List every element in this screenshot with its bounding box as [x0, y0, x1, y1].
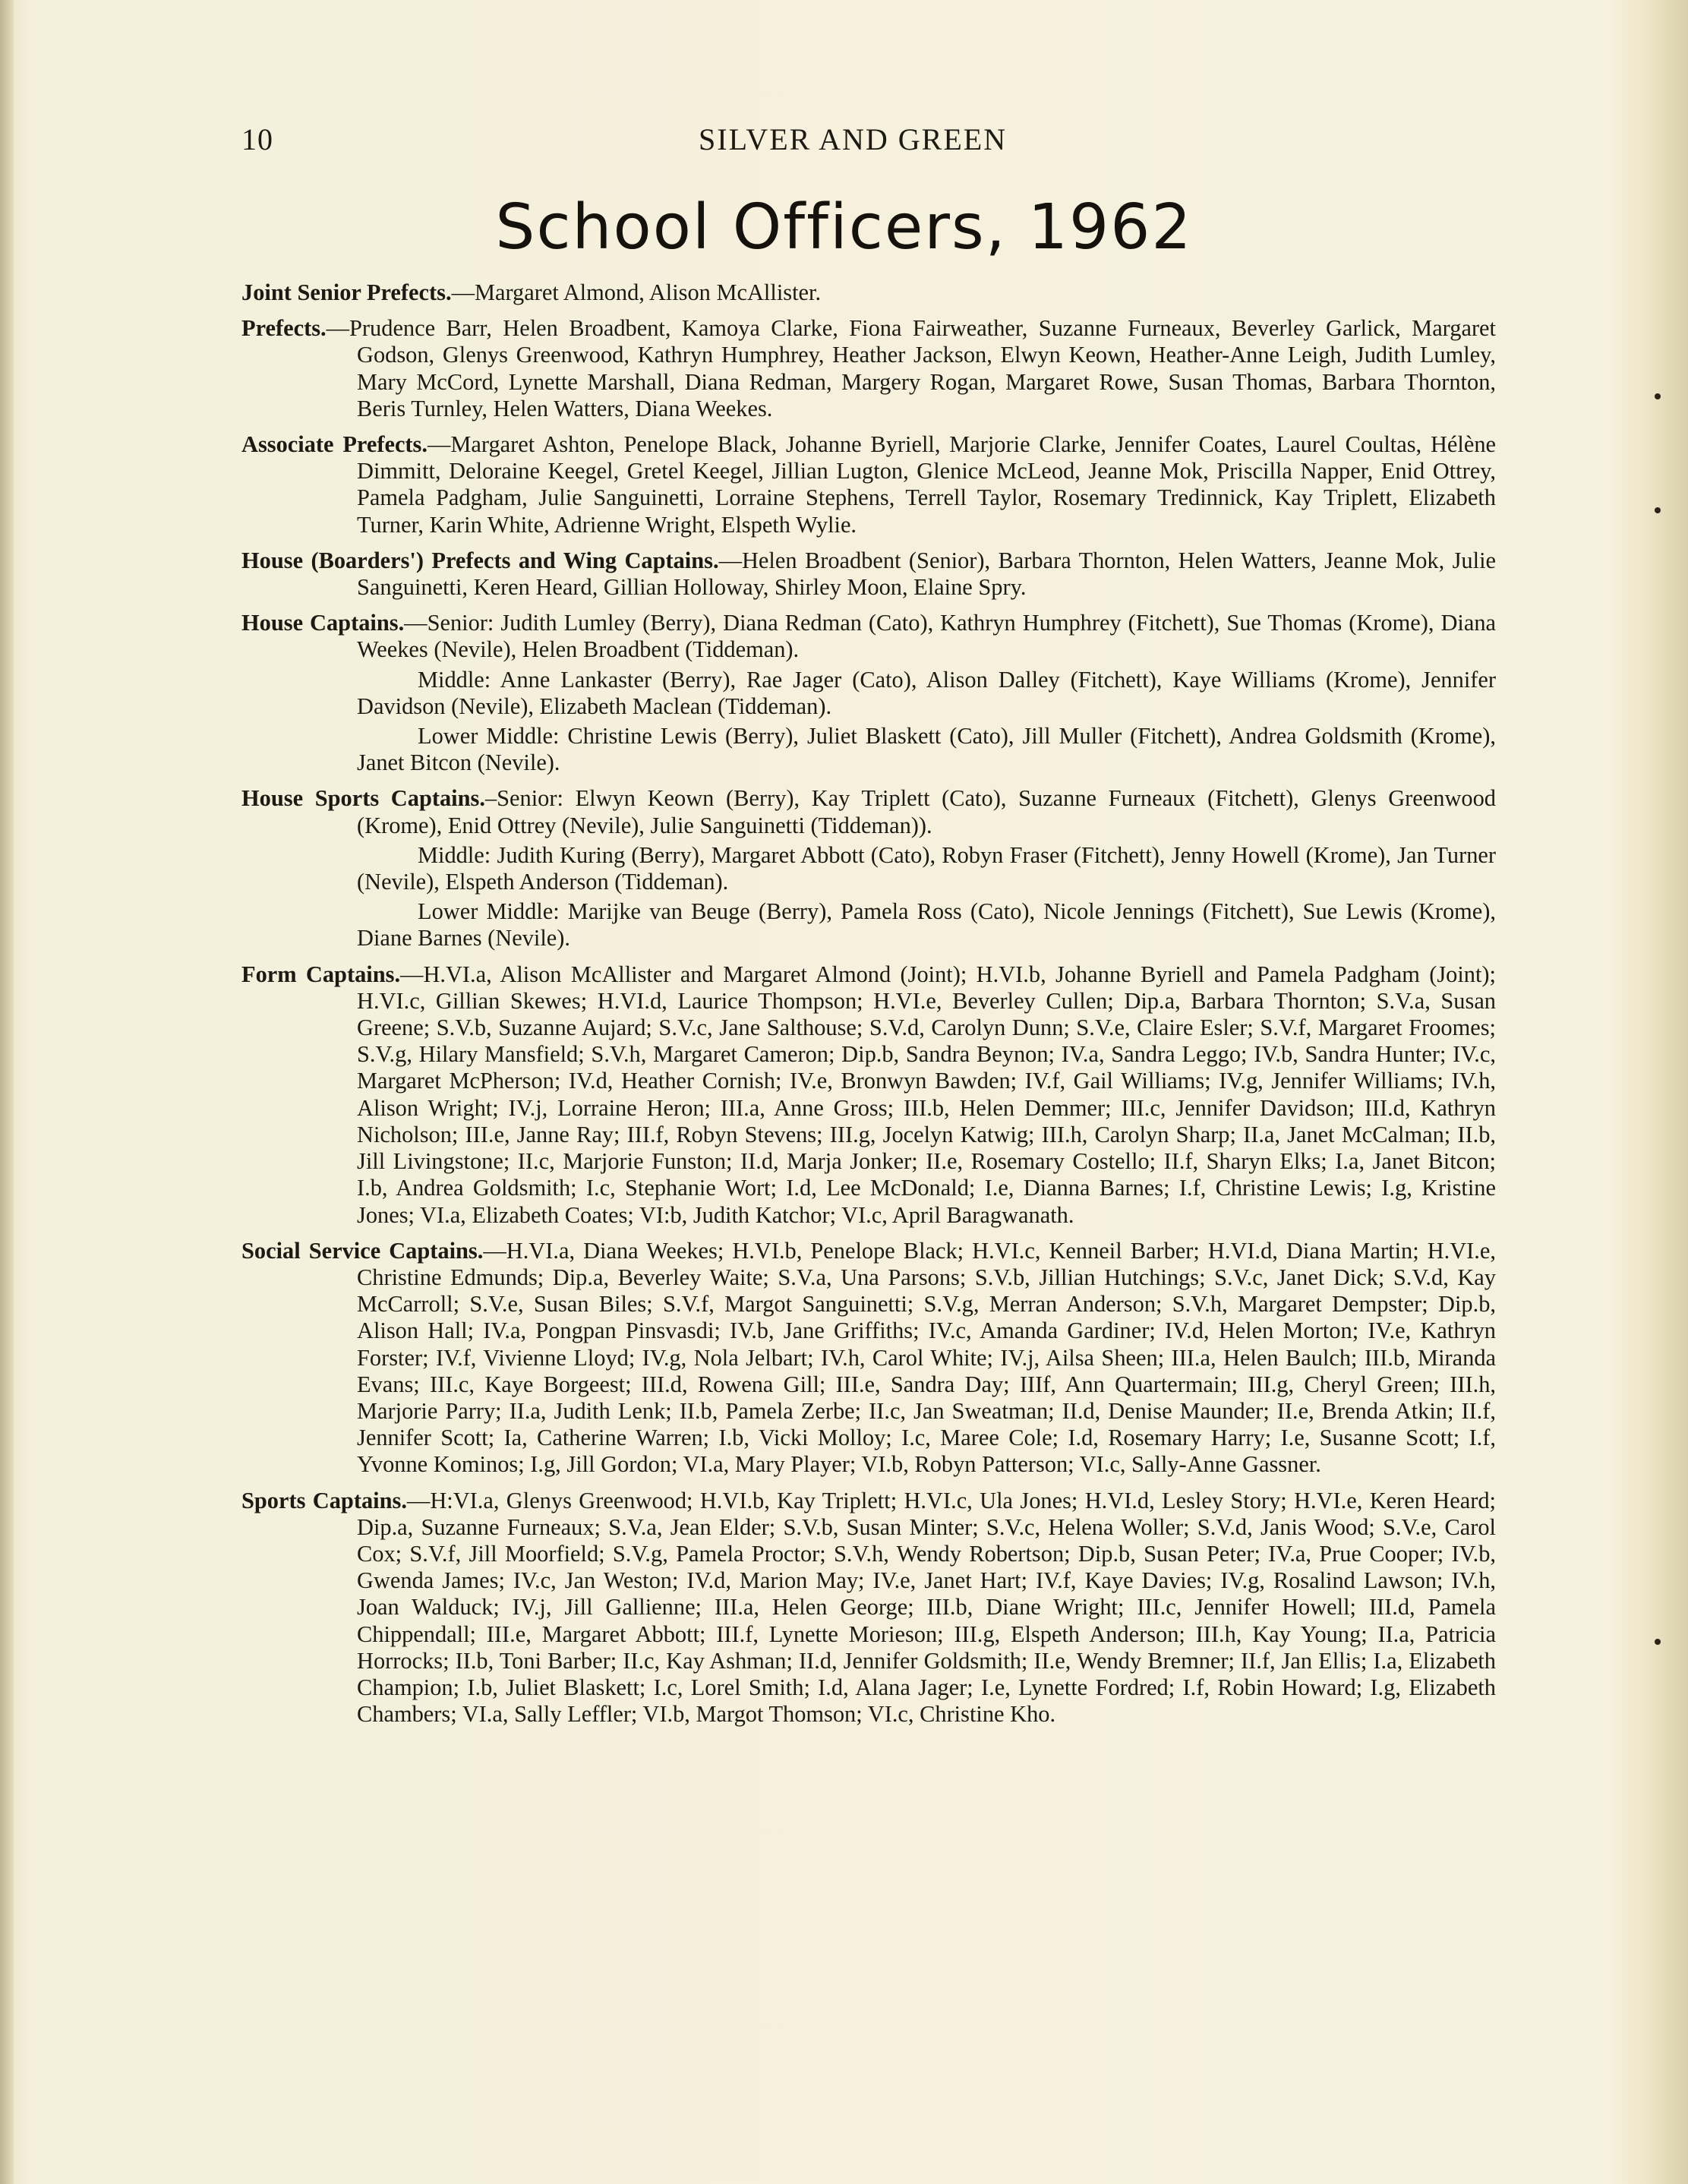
entry-sports-captains — [241, 1488, 1496, 1728]
entry-house-boarders-prefects — [241, 548, 1496, 601]
house-sports-captains-middle: Middle: Judith Kuring (Berry), Margaret Abbott (Cato), Robyn Fraser (Fitchett), Jenny Howell (Krome), Jan Turner (Nevile), Elspeth Anderson (Tiddeman). — [357, 841, 1496, 895]
entry-label: Social Service Captains. — [241, 1237, 484, 1264]
page-gutter-shadow — [0, 0, 14, 2184]
entry-joint-senior-prefects — [241, 279, 1496, 306]
entry-text: —Margaret Almond, Alison McAllister. — [451, 279, 822, 305]
entry-label: House Captains. — [241, 610, 405, 636]
entry-associate-prefects — [241, 431, 1496, 538]
margin-speck — [1655, 507, 1661, 513]
house-sports-captains-lower-middle: Lower Middle: Marijke van Beuge (Berry), Pamela Ross (Cato), Nicole Jennings (Fitchett), Sue Lewis (Krome), Diane Barnes (Nevile). — [357, 898, 1496, 952]
house-captains-middle: Middle: Anne Lankaster (Berry), Rae Jager (Cato), Alison Dalley (Fitchett), Kaye Williams (Krome), Jennifer Davidson (Nevile), Elizabeth Maclean (Tiddeman). — [357, 666, 1496, 719]
entry-prefects — [241, 315, 1496, 422]
running-title: SILVER AND GREEN — [699, 122, 1008, 156]
entry-house-captains — [241, 610, 1496, 663]
house-captains-lower-middle: Lower Middle: Christine Lewis (Berry), Juliet Blaskett (Cato), Jill Muller (Fitchett), Andrea Goldsmith (Krome), Janet Bitcon (Nevile). — [357, 723, 1496, 776]
officers-list — [241, 279, 1496, 1737]
entry-text: —H.VI.a, Diana Weekes; H.VI.b, Penelope Black; H.VI.c, Kenneil Barber; H.VI.d, Diana Martin; H.VI.e, Christine Edmunds; Dip.a, Beverley Waite; S.V.a, Una Parsons; S.V.b, Jillian Hutchings; S.V.c, Janet Dick; S.V.d, Kay McCarroll; S.V.e, Susan Biles; S.V.f, Margot Sanguinetti; S.V.g, Merran Anderson; S.V.h, Margaret Dempster; Dip.b, Alison Hall; IV.a, Pongpan Pinsvasdi; IV.b, Jane Griffiths; IV.c, Amanda Gardiner; IV.d, Helen Morton; IV.e, Kathryn Forster; IV.f, Vivienne Lloyd; IV.g, Nola Jelbart; IV.h, Carol White; IV.j, Ailsa Sheen; III.a, Helen Baulch; III.b, Miranda Evans; III.c, Kaye Borgeest; III.d, Rowena Gill; III.e, Sandra Day; IIIf, Ann Quartermain; III.g, Cheryl Green; III.h, Marjorie Parry; II.a, Judith Lenk; II.b, Pamela Zerbe; II.c, Jan Sweatman; II.d, Denise Maunder; II.e, Brenda Atkin; II.f, Jennifer Scott; Ia, Catherine Warren; I.b, Vicki Molloy; I.c, Maree Cole; I.d, Rosemary Harry; I.e, Susanne Scott; I.f, Yvonne Kominos; I.g, Jill Gordon; VI.a, Mary Player; VI.b, Robyn Patterson; VI.c, Sally-Anne Gassner. — [357, 1237, 1496, 1478]
entry-text-senior: —Senior: Judith Lumley (Berry), Diana Redman (Cato), Kathryn Humphrey (Fitchett), Sue Thomas (Krome), Diana Weekes (Nevile), Helen Broadbent (Tiddeman). — [357, 610, 1497, 663]
entry-label: Sports Captains. — [241, 1487, 407, 1513]
entry-text: —H.VI.a, Alison McAllister and Margaret Almond (Joint); H.VI.b, Johanne Byriell and Pamela Padgham (Joint); H.VI.c, Gillian Skewes; H.VI.d, Laurice Thompson; H.VI.e, Beverley Cullen; Dip.a, Barbara Thornton; S.V.a, Susan Greene; S.V.b, Suzanne Aujard; S.V.c, Jane Salthouse; S.V.d, Carolyn Dunn; S.V.e, Claire Esler; S.V.f, Margaret Froomes; S.V.g, Hilary Mansfield; S.V.h, Margaret Cameron; Dip.b, Sandra Beynon; IV.a, Sandra Leggo; IV.b, Sandra Hunter; IV.c, Margaret McPherson; IV.d, Heather Cornish; IV.e, Bronwyn Bawden; IV.f, Gail Williams; IV.g, Jennifer Williams; IV.h, Alison Wright; IV.j, Lorraine Heron; III.a, Anne Gross; III.b, Helen Demmer; III.c, Jennifer Davidson; III.d, Kathryn Nicholson; III.e, Janne Ray; III.f, Robyn Stevens; III.g, Jocelyn Katwig; III.h, Carolyn Sharp; II.a, Janet McCalman; II.b, Jill Livingstone; II.c, Marjorie Funston; II.d, Marja Jonker; II.e, Rosemary Costello; II.f, Sharyn Elks; I.a, Janet Bitcon; I.b, Andrea Goldsmith; I.c, Stephanie Wort; I.d, Lee McDonald; I.e, Dianna Barnes; I.f, Christine Lewis; I.g, Kristine Jones; VI.a, Elizabeth Coates; VI:b, Judith Katchor; VI.c, April Baragwanath. — [357, 961, 1496, 1228]
page-title: School Officers, 1962 — [495, 191, 1193, 264]
entry-label: House Sports Captains. — [241, 785, 485, 812]
running-header — [0, 122, 1688, 167]
page-number: 10 — [241, 122, 273, 156]
margin-speck — [1655, 393, 1661, 399]
entry-social-service-captains — [241, 1238, 1496, 1479]
entry-text: —Prudence Barr, Helen Broadbent, Kamoya Clarke, Fiona Fairweather, Suzanne Furneaux, Beverley Garlick, Margaret Godson, Glenys Greenwood, Kathryn Humphrey, Heather Jackson, Elwyn Keown, Heather-Anne Leigh, Judith Lumley, Mary McCord, Lynette Marshall, Diana Redman, Margery Rogan, Margaret Rowe, Susan Thomas, Barbara Thornton, Beris Turnley, Helen Watters, Diana Weekes. — [326, 315, 1496, 421]
entry-text: —Margaret Ashton, Penelope Black, Johanne Byriell, Marjorie Clarke, Jennifer Coates, Laurel Coultas, Hélène Dimmitt, Deloraine Keegel, Gretel Keegel, Jillian Lugton, Glenice McLeod, Jeanne Mok, Priscilla Napper, Enid Ottrey, Pamela Padgham, Julie Sanguinetti, Lorraine Stephens, Terrell Taylor, Rosemary Tredinnick, Kay Triplett, Elizabeth Turner, Karin White, Adrienne Wright, Elspeth Wylie. — [357, 431, 1497, 538]
entry-label: Form Captains. — [241, 961, 401, 987]
entry-label: Associate Prefects. — [241, 431, 428, 458]
entry-text: —Helen Broadbent (Senior), Barbara Thornton, Helen Watters, Jeanne Mok, Julie Sanguinetti, Keren Heard, Gillian Holloway, Shirley Moon, Elaine Spry. — [357, 547, 1496, 601]
entry-house-sports-captains — [241, 785, 1496, 838]
margin-speck — [1655, 1639, 1661, 1645]
entry-label: Prefects. — [241, 315, 327, 342]
entry-label: Joint Senior Prefects. — [241, 279, 452, 305]
entry-text: —H:VI.a, Glenys Greenwood; H.VI.b, Kay Triplett; H.VI.c, Ula Jones; H.VI.d, Lesley Story; H.VI.e, Keren Heard; Dip.a, Suzanne Furneaux; S.V.a, Jean Elder; S.V.b, Susan Minter; S.V.c, Helena Woller; S.V.d, Janis Wood; S.V.e, Carol Cox; S.V.f, Jill Moorfield; S.V.g, Pamela Proctor; S.V.h, Wendy Robertson; Dip.b, Susan Peter; IV.a, Prue Cooper; IV.b, Gwenda James; IV.c, Jan Weston; IV.d, Marion May; IV.e, Janet Hart; IV.f, Kaye Davies; IV.g, Rosalind Lawson; IV.h, Joan Walduck; IV.j, Jill Gallienne; III.a, Helen George; III.b, Diane Wright; III.c, Jennifer Howell; III.d, Pamela Chippendall; III.e, Margaret Abbott; III.f, Lynette Morieson; III.g, Elspeth Anderson; III.h, Kay Young; II.a, Patricia Horrocks; II.b, Toni Barber; II.c, Kay Ashman; II.d, Jennifer Goldsmith; II.e, Wendy Bremner; II.f, Jan Ellis; I.a, Elizabeth Champion; I.b, Juliet Blaskett; I.c, Lorel Smith; I.d, Alana Jager; I.e, Lynette Fordred; I.f, Robin Howard; I.g, Elizabeth Chambers; VI.a, Sally Leffler; VI.b, Margot Thomson; VI.c, Christine Kho. — [357, 1487, 1496, 1728]
entry-label: House (Boarders') Prefects and Wing Captains. — [241, 547, 719, 573]
entry-text-senior: –Senior: Elwyn Keown (Berry), Kay Triplett (Cato), Suzanne Furneaux (Fitchett), Glenys Greenwood (Krome), Enid Ottrey (Nevile), Julie Sanguinetti (Tiddeman)). — [357, 785, 1496, 838]
entry-form-captains — [241, 961, 1496, 1229]
